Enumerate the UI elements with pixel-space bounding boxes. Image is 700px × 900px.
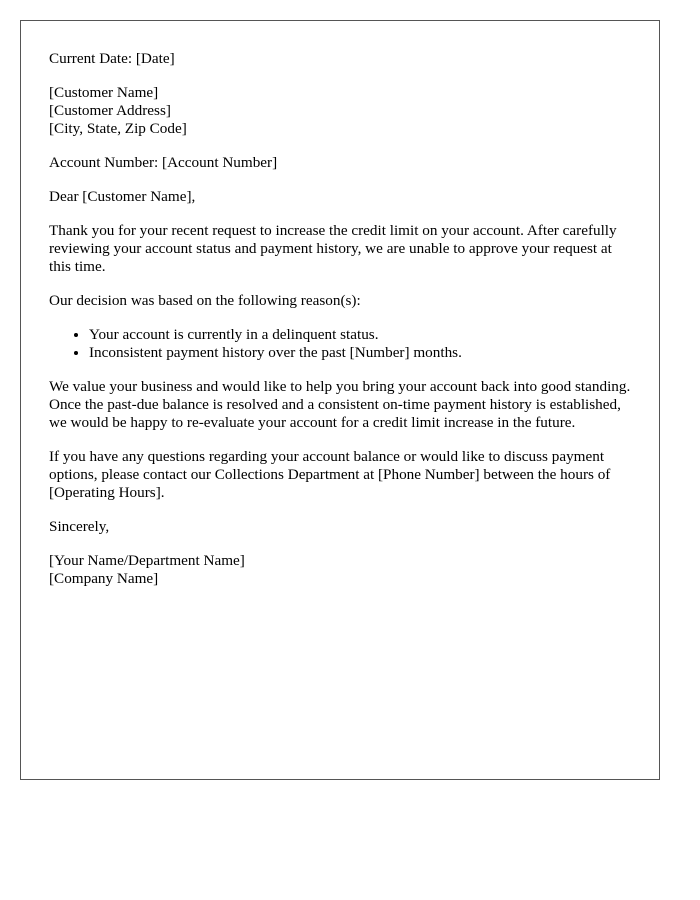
contact-paragraph: If you have any questions regarding your account balance or would like to discuss payment options, please contact our Collections Department at [Phone Number] between the hours of [Operating Hours]. xyxy=(49,448,611,501)
customer-name: [Customer Name] xyxy=(49,84,159,101)
reason-item: • Your account is currently in a delinquent status. xyxy=(89,326,631,344)
reevaluation-paragraph: We value your business and would like to help you bring your account back into good standing. Once the past-due balance is resolved and a consistent on-time payment history is established, we would be happy to re-evaluate your account for a credit limit increase in the future. xyxy=(49,378,631,431)
closing: Sincerely, xyxy=(49,518,110,535)
customer-address-block xyxy=(49,84,631,138)
account-number-line: Account Number: [Account Number] xyxy=(49,154,278,171)
reason-item: • Inconsistent payment history over the past [Number] months. xyxy=(89,344,631,362)
signature-name-department: [Your Name/Department Name] xyxy=(49,552,245,569)
customer-address: [Customer Address] xyxy=(49,102,171,119)
signature-block xyxy=(49,552,631,588)
date-line: Current Date: [Date] xyxy=(49,50,175,67)
intro-paragraph: Thank you for your recent request to increase the credit limit on your account. After carefully reviewing your account status and payment history, we are unable to approve your request at this time. xyxy=(49,222,617,275)
salutation: Dear [Customer Name], xyxy=(49,188,196,205)
customer-city-state-zip: [City, State, Zip Code] xyxy=(49,120,187,137)
signature-company: [Company Name] xyxy=(49,570,159,587)
letter-document xyxy=(20,20,660,780)
reasons-list xyxy=(49,326,631,362)
reasons-intro: Our decision was based on the following reason(s): xyxy=(49,292,361,309)
